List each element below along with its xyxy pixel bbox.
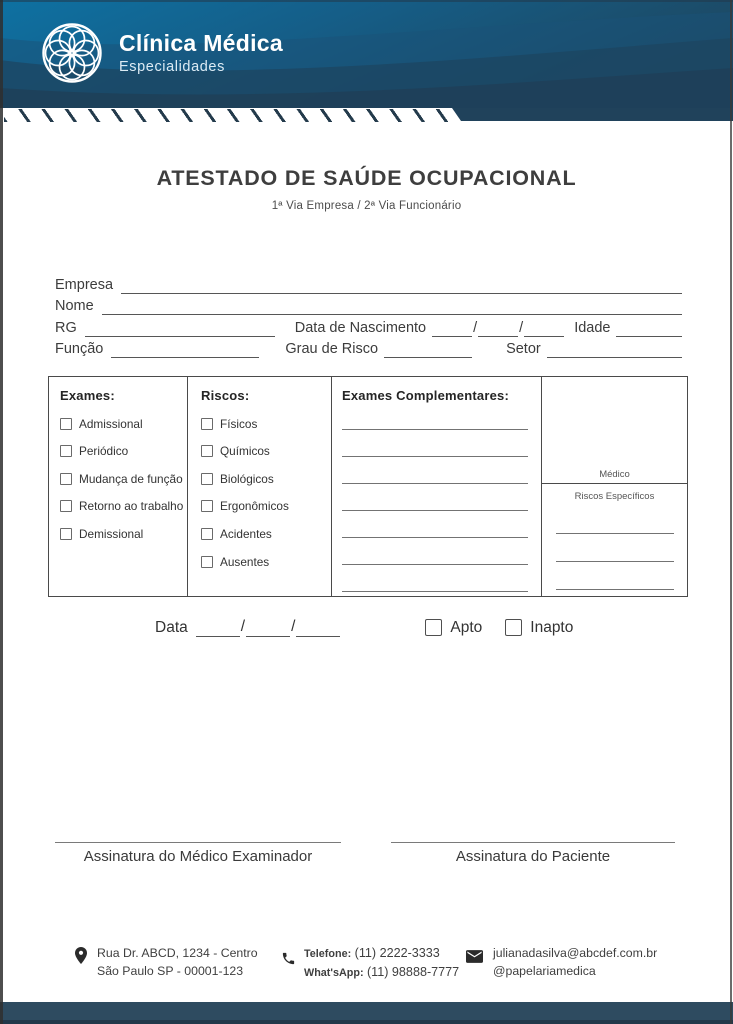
address-line-2: São Paulo SP - 00001-123 [97,964,244,979]
nome-label: Nome [55,298,94,315]
empresa-fill-line [121,277,682,294]
header-tail-band [452,108,733,121]
checkbox-label: Admissional [79,416,143,431]
birth-year-line [524,320,564,337]
brand-text [119,31,283,75]
checkbox-demissional[interactable] [60,528,72,540]
specific-risk-line [556,532,674,534]
signature-block-medico [55,842,341,865]
checkbox-inapto[interactable] [505,619,522,636]
idade-label: Idade [574,319,611,336]
field-row-nome [55,294,682,316]
riscos-especificos-cell [542,484,687,596]
checkbox-retorno-trabalho[interactable] [60,500,72,512]
exams-risks-table [48,376,688,597]
data-nascimento-label: Data de Nascimento [294,319,427,336]
date-slash: / [291,618,296,635]
result-row [155,613,573,637]
exam-option-row [60,444,181,458]
field-row-empresa [55,272,682,294]
exam-option-row [60,472,181,486]
brand-name: Clínica Médica [119,29,283,56]
signature-label-medico: Assinatura do Médico Examinador [83,848,313,865]
exam-option-row [60,417,181,431]
date-year-line [296,620,340,637]
exames-header: Exames: [60,388,115,403]
email-text [493,944,657,980]
risk-option-row [201,527,325,541]
page-right-edge [730,0,732,1024]
location-pin-icon [75,947,87,964]
clinic-logo-icon [40,21,104,85]
form-subtitle: 1ª Via Empresa / 2ª Via Funcionário [271,200,462,212]
nome-fill-line [102,298,682,315]
idade-fill-line [616,320,682,337]
phone-icon [281,951,296,966]
signature-block-paciente [391,842,675,865]
footer-address-group [75,944,258,980]
complementary-exam-line [342,565,528,592]
risk-option-row [201,555,325,569]
brand-block [40,21,283,85]
footer-email-group [466,944,657,980]
checkbox-label: Físicos [220,416,258,431]
birth-month-line [478,320,518,337]
rg-fill-line [85,320,275,337]
checkbox-label: Ergonômicos [220,499,289,514]
grau-risco-label: Grau de Risco [285,341,379,358]
risk-option-row [201,444,325,458]
funcao-fill-line [111,341,259,358]
page-left-edge [0,0,3,1024]
medico-stamp-cell [542,377,687,484]
apto-label: Apto [450,619,483,636]
identification-fields [55,272,682,358]
checkbox-label: Químicos [220,444,270,459]
checkbox-mudanca-funcao[interactable] [60,473,72,485]
setor-label: Setor [506,341,541,358]
date-slash: / [473,319,478,336]
field-row-funcao [55,337,682,359]
perforation-ticks [4,109,452,122]
checkbox-label: Acidentes [220,526,272,541]
exam-option-row [60,499,184,514]
checkbox-label: Ausentes [220,554,270,569]
specific-risk-line [556,588,674,590]
checkbox-label: Biológicos [220,471,274,486]
phone-label: Telefone: [304,948,352,960]
empresa-label: Empresa [55,276,114,293]
footer-color-bar [0,1002,733,1024]
complementary-exam-line [342,430,528,457]
checkbox-acidentes[interactable] [201,528,213,540]
data-label: Data [155,619,188,636]
checkbox-label: Demissional [79,526,144,541]
funcao-label: Função [55,341,104,358]
specific-risk-line [556,560,674,562]
signature-label-paciente: Assinatura do Paciente [455,848,611,865]
checkbox-ausentes[interactable] [201,556,213,568]
checkbox-ergonomicos[interactable] [201,500,213,512]
exames-column [49,377,188,596]
whatsapp-line [304,963,459,982]
medico-label: Médico [599,469,630,480]
page-top-edge [0,0,733,2]
address-line-1: Rua Dr. ABCD, 1234 - Centro [97,946,258,960]
complementary-exam-line [342,457,528,484]
checkbox-label: Mudança de função [79,471,183,486]
riscos-especificos-label: Riscos Específicos [574,491,655,502]
checkbox-apto[interactable] [425,619,442,636]
email-icon [466,950,483,963]
risk-option-row [201,417,325,431]
social-handle: @papelariamedica [493,964,596,979]
riscos-column [188,377,332,596]
complementary-exam-line [342,484,528,511]
date-slash: / [519,319,524,336]
risk-option-row [201,499,325,513]
checkbox-admissional[interactable] [60,418,72,430]
riscos-header: Riscos: [201,388,250,403]
checkbox-label: Periódico [79,444,129,459]
exam-option-row [60,527,181,541]
date-month-line [246,620,290,637]
grau-risco-fill-line [384,341,472,358]
checkbox-label: Retorno ao trabalho [79,499,184,514]
phone-line [304,944,459,963]
field-row-rg-nascimento [55,315,682,337]
email-address: julianadasilva@abcdef.com.br [493,946,658,960]
checkbox-quimicos[interactable] [201,445,213,457]
checkbox-biologicos[interactable] [201,473,213,485]
complementary-exam-line [342,538,528,565]
exames-complementares-column [332,377,542,596]
exames-complementares-header: Exames Complementares: [342,388,509,403]
date-day-line [196,620,240,637]
rg-label: RG [55,319,77,336]
footer-phone-group [281,944,459,982]
header-banner [0,0,733,108]
brand-tagline: Especialidades [119,59,225,76]
address-text [97,944,258,980]
checkbox-fisicos[interactable] [201,418,213,430]
phone-number: (11) 2222-3333 [354,946,440,960]
complementary-exam-line [342,511,528,538]
inapto-label: Inapto [530,619,574,636]
checkbox-periodico[interactable] [60,445,72,457]
form-title: ATESTADO DE SAÚDE OCUPACIONAL [156,166,577,190]
whatsapp-label: What'sApp: [304,966,364,979]
phone-text [304,944,459,982]
setor-fill-line [547,341,682,358]
birth-day-line [432,320,472,337]
whatsapp-number: (11) 98888-7777 [366,964,460,979]
complementary-exam-line [342,403,528,430]
medico-column [542,377,687,596]
date-slash: / [240,618,246,635]
risk-option-row [201,472,325,486]
